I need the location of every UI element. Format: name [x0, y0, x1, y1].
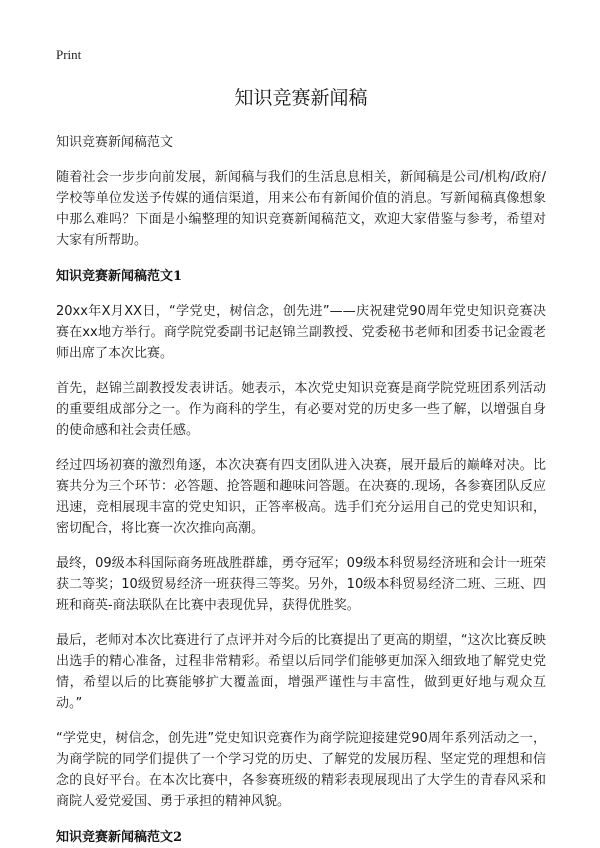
section-heading-1: 知识竞赛新闻稿范文1	[56, 269, 183, 284]
print-link[interactable]: Print	[56, 47, 82, 62]
page-title: 知识竞赛新闻稿	[234, 87, 368, 109]
intro-paragraph: 随着社会一步步向前发展，新闻稿与我们的生活息息相关，新闻稿是公司/机构/政府/学校等单位发送予传媒的通信渠道，用来公布有新闻价值的消息。写新闻稿真像想象中那么难吗？下面是小编整理的知识竞赛新闻稿范文，欢迎大家借鉴与参考，希望对大家有所帮助。	[56, 170, 546, 248]
section-1-paragraph-2: 首先，赵锦兰副教授发表讲话。她表示，本次党史知识竞赛是商学院党班团系列活动的重要组成部分之一。作为商科的学生，有必要对党的历史多一些了解，以增强自身的使命感和社会责任感。	[56, 381, 546, 438]
section-1-paragraph-3: 经过四场初赛的激烈角逐，本次决赛有四支团队进入决赛，展开最后的巅峰对决。比赛共分为三个环节：必答题、抢答题和趣味问答题。在决赛的.现场，各参赛团队反应迅速，竞相展现丰富的党史知识，正答率极高。选手们充分运用自己的党史知识和，密切配合，将比赛一次次推向高潮。	[56, 458, 546, 536]
section-1-paragraph-6: “学党史，树信念，创先进”党史知识竞赛作为商学院迎接建党90周年系列活动之一，为商学院的同学们提供了一个学习党的历史、了解党的发展历程、坚定党的理想和信念的良好平台。在本次比赛中，各参赛班级的精彩表现展现出了大学生的青春风采和商院人爱党爱国、勇于承担的精神风貌。	[56, 731, 546, 809]
document-subtitle: 知识竞赛新闻稿范文	[56, 135, 174, 150]
section-1-paragraph-4: 最终，09级本科国际商务班战胜群雄，勇夺冠军；09级本科贸易经济班和会计一班荣获二等奖；10级贸易经济一班获得三等奖。另外，10级本科贸易经济二班、三班、四班和商英-商法联队在比赛中表现优异，获得优胜奖。	[56, 556, 546, 613]
section-1-paragraph-5: 最后，老师对本次比赛进行了点评并对今后的比赛提出了更高的期望，“这次比赛反映出选手的精心准备，过程非常精彩。希望以后同学们能够更加深入细致地了解党史党情，希望以后的比赛能够扩大覆盖面，增强严谨性与丰富性，做到更好地与观众互动。”	[56, 633, 546, 711]
section-heading-2: 知识竞赛新闻稿范文2	[56, 830, 183, 845]
section-1-paragraph-1: 20xx年X月XX日，“学党史，树信念，创先进”——庆祝建党90周年党史知识竞赛决赛在xx地方举行。商学院党委副书记赵锦兰副教授、党委秘书老师和团委书记金霞老师出席了本次比赛。	[56, 304, 546, 361]
